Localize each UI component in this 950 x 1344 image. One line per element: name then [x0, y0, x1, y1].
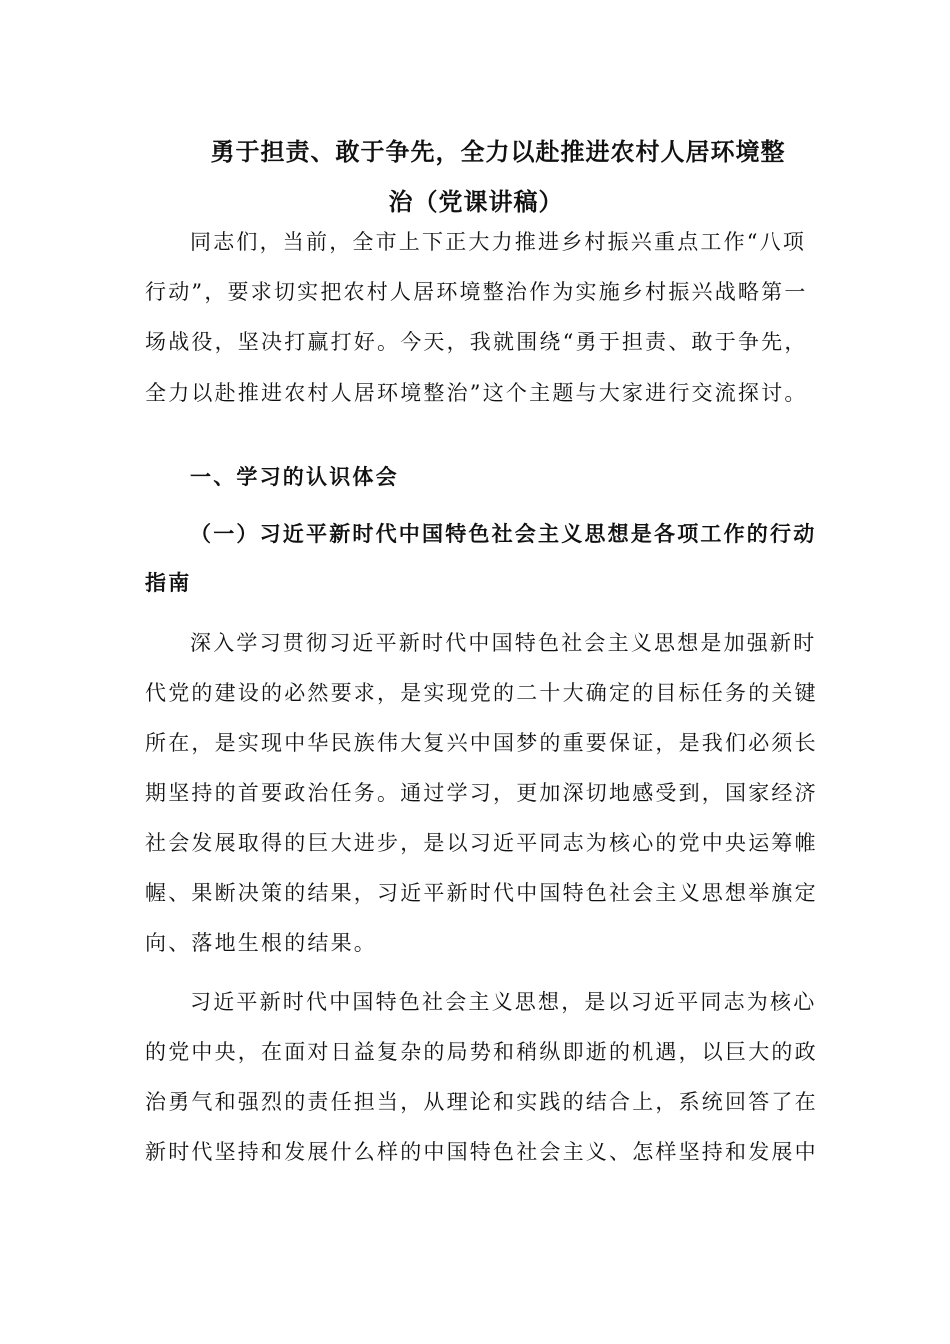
- paragraph-2-line-2: 代党的建设的必然要求，是实现党的二十大确定的目标任务的关键: [145, 681, 818, 705]
- document-title-line-1: 勇于担责、敢于争先，全力以赴推进农村人居环境整: [210, 137, 786, 166]
- paragraph-1-line-4: 全力以赴推进农村人居环境整治”这个主题与大家进行交流探讨。: [145, 381, 808, 405]
- paragraph-1-line-1: 同志们，当前，全市上下正大力推进乡村振兴重点工作“八项: [190, 230, 807, 254]
- paragraph-3-line-2: 的党中央，在面对日益复杂的局势和稍纵即逝的机遇，以巨大的政: [145, 1040, 818, 1064]
- paragraph-3-line-1: 习近平新时代中国特色社会主义思想，是以习近平同志为核心: [190, 990, 817, 1014]
- paragraph-2-line-5: 社会发展取得的巨大进步，是以习近平同志为核心的党中央运筹帷: [145, 831, 818, 855]
- paragraph-2-line-3: 所在，是实现中华民族伟大复兴中国梦的重要保证，是我们必须长: [145, 731, 818, 755]
- document-title-line-2: 治（党课讲稿）: [388, 187, 564, 216]
- subsection-heading-1-line-1: （一）习近平新时代中国特色社会主义思想是各项工作的行动: [190, 521, 817, 546]
- paragraph-1-line-3: 场战役，坚决打赢打好。今天，我就围绕“勇于担责、敢于争先，: [145, 330, 808, 354]
- section-heading-1: 一、学习的认识体会: [190, 464, 399, 489]
- paragraph-2-line-7: 向、落地生根的结果。: [145, 931, 377, 955]
- subsection-heading-1-line-2: 指南: [145, 570, 192, 595]
- paragraph-2-line-1: 深入学习贯彻习近平新时代中国特色社会主义思想是加强新时: [190, 631, 817, 655]
- paragraph-1-line-2: 行动”，要求切实把农村人居环境整治作为实施乡村振兴战略第一: [145, 280, 808, 304]
- paragraph-3-line-3: 治勇气和强烈的责任担当，从理论和实践的结合上，系统回答了在: [145, 1090, 818, 1114]
- paragraph-3-line-4: 新时代坚持和发展什么样的中国特色社会主义、怎样坚持和发展中: [145, 1140, 818, 1164]
- paragraph-2-line-4: 期坚持的首要政治任务。通过学习，更加深切地感受到，国家经济: [145, 781, 818, 805]
- paragraph-2-line-6: 幄、果断决策的结果，习近平新时代中国特色社会主义思想举旗定: [145, 881, 818, 905]
